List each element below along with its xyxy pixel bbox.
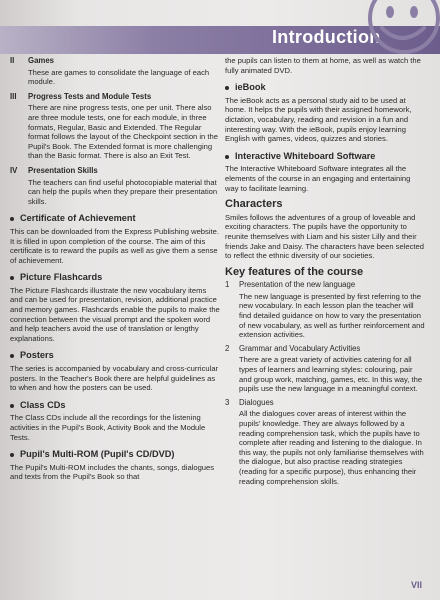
item-text: The teachers can find useful photocopiable material that can help the pupils when they prepare their presentation skills. [28, 177, 218, 206]
right-column [225, 56, 425, 490]
key-feature-title: 2 Grammar and Vocabulary Activities [225, 343, 361, 353]
section-heading-flashcards: Picture Flashcards [10, 273, 220, 283]
numbered-item-progress-tests [10, 92, 220, 161]
bullet-icon [10, 453, 14, 457]
bullet-icon [225, 86, 229, 90]
section-text-iebook: The ieBook acts as a personal study aid to be used at home. It helps the pupils with their assigned homework, dictation, vocabulary, reading and revision in a fun and interesting way. With the ieBook, pupils enjoy learning English with games, videos, quizzes and stories. [225, 95, 412, 144]
item-title: Presentation Skills [28, 165, 98, 175]
numbered-item-presentation-skills [10, 166, 220, 206]
characters-heading: Characters [225, 198, 283, 211]
bullet-icon [10, 276, 14, 280]
section-heading-class-cds: Class CDs [10, 401, 220, 411]
bullet-icon [10, 217, 14, 221]
item-number: III [10, 91, 17, 101]
bullet-icon [10, 354, 14, 358]
key-feature-text: There are a great variety of activities catering for all types of learners and learning styles: colouring, pair and group work, matching, games, etc. In this way, the pupils use the new language in a meaningful context. [239, 355, 423, 394]
bullet-icon [10, 404, 14, 408]
section-text-flashcards: The Picture Flashcards illustrate the new vocabulary items and can be used for presentation, revision, additional practice and memory games. Flashcards enable the pupils to make the connection between the visual prompt and the spoken word and help teachers avoid the use of translation or lengthy explanations. [10, 285, 220, 343]
section-heading-iebook: ieBook [225, 83, 425, 93]
item-number: IV [10, 165, 18, 175]
key-features-heading: Key features of the course [225, 265, 364, 278]
section-heading-posters: Posters [10, 351, 220, 361]
numbered-item-games [10, 56, 220, 87]
key-feature-text: The new language is presented by first referring to the new vocabulary. In each lesson plan the teacher will find detailed guidance on how to vary the presentation of new vocabulary, as well as further reinforcement and extension activities. [239, 291, 425, 340]
key-feature-title: 3 Dialogues [225, 397, 274, 407]
key-feature-title: 1 Presentation of the new language [225, 280, 356, 290]
bullet-icon [225, 155, 229, 159]
key-feature-text: All the dialogues cover areas of interest within the pupils' knowledge. They are always followed by a reading comprehension task, which the pupils have to complete after reading and listening to the dialogue. In this way, the pupils not only familiarise themselves with the dialogue, but also practise reading strategies (reading for a specific purpose), thus enhancing their reading comprehension skills. [239, 409, 424, 486]
smiley-face-icon [362, 0, 440, 58]
left-column [10, 56, 220, 486]
section-text-whiteboard: The Interactive Whiteboard Software integrates all the elements of the course in an engaging and entertaining way to facilitate learning. [225, 164, 411, 193]
section-text-class-cds: The Class CDs include all the recordings for the listening activities in the Pupil's Book, Activity Book and the Module Tests. [10, 413, 206, 442]
section-text-certificate: This can be downloaded from the Express Publishing website. It is filled in upon completion of the course. The aim of this certificate is to reward the pupils as well as give them a sense of achievement. [10, 226, 219, 265]
continuation-text: the pupils can listen to them at home, as well as watch the fully animated DVD. [225, 56, 421, 75]
page-number: VII [411, 580, 423, 590]
section-text-multirom: The Pupil's Multi-ROM includes the chants, songs, dialogues and texts from the Pupil's Book so that [10, 462, 215, 482]
item-text: These are games to consolidate the language of each module. [28, 67, 210, 87]
item-title: Progress Tests and Module Tests [28, 91, 152, 101]
page-title: Introduction [272, 27, 381, 47]
section-heading-whiteboard: Interactive Whiteboard Software [225, 152, 425, 162]
item-text: There are nine progress tests, one per unit. There also are three module tests, one for each module, in three formats, Regular, Basic and Extended. The Regular format follows the layout of the Checkpoint section in the Pupil's Book. The Extended format is more challenging than the Basic format. There is also an Exit Test. [28, 103, 218, 161]
characters-text: Smiles follows the adventures of a group of loveable and exciting characters. The pupils have the opportunity to reunite themselves with Liam and his sister Lilly and their friends Jake and Daisy. The characters have been selected to reflect the ethnic diversity of our societies. [225, 212, 424, 261]
item-title: Games [28, 56, 55, 65]
section-heading-multirom: Pupil's Multi-ROM (Pupil's CD/DVD) [10, 450, 220, 460]
item-number: II [10, 56, 15, 65]
section-text-posters: The series is accompanied by vocabulary and cross-curricular posters. In the Teacher's Book there are helpful guidelines as to when and how the posters can be used. [10, 364, 219, 393]
section-heading-certificate: Certificate of Achievement [10, 214, 220, 224]
